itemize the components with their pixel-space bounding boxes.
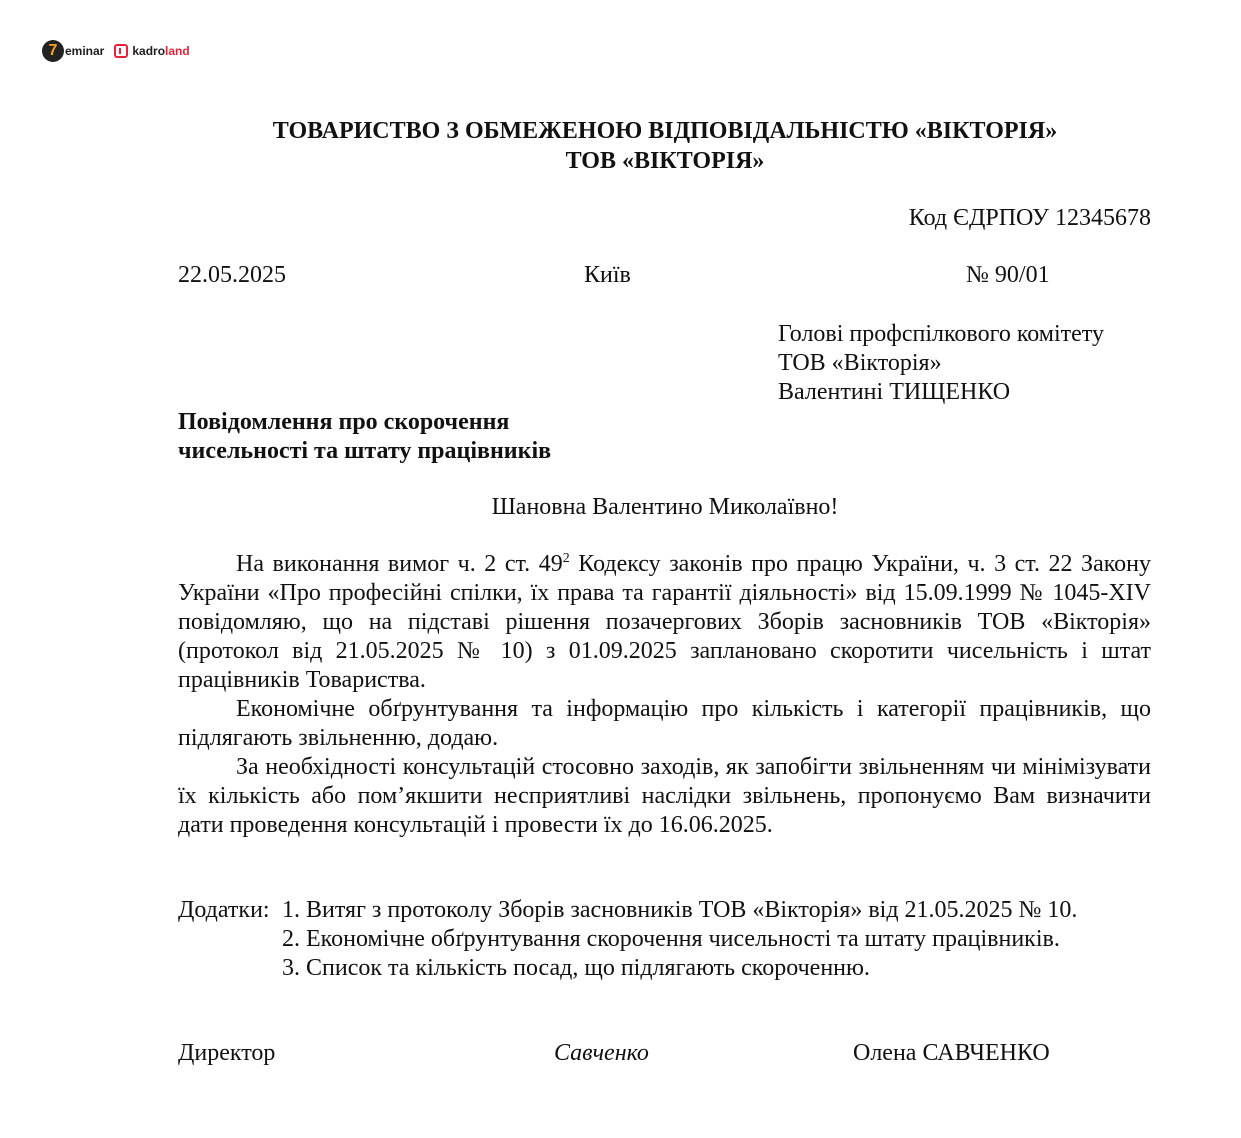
greeting: Шановна Валентино Миколаївно! (491, 494, 839, 520)
attachments-block (178, 896, 1077, 983)
logos (42, 40, 190, 62)
document-date: 22.05.2025 (178, 262, 286, 288)
body-paragraph-1-rest: Кодексу законів про працю України, ч. 3 ст. 22 Закону України «Про професійні спілки, їх права та гарантії діяльності» від 15.09.1999 № 1045-XIV повідомляю, що на підставі рішення позачергових Зборів засновників ТОВ «Вікторія» (протокол від 21.05.2025 № 10) з 01.09.2025 заплановано скоротити чисельність і штат працівників Товариства. (178, 551, 1151, 693)
kadroland-icon (114, 44, 128, 58)
edrpou-code: Код ЄДРПОУ 12345678 (908, 205, 1151, 231)
recipient-line-1: Голові профспілкового комітету (778, 321, 1104, 347)
attachment-item: 2. Економічне обґрунтування скорочення чисельності та штату працівників. (282, 926, 1060, 952)
body-paragraph-2: Економічне обґрунтування та інформацію про кількість і категорії працівників, що підлягають звільненню, додаю. (178, 696, 1151, 751)
seminar-logo-text: eminar (65, 44, 105, 58)
body-paragraph-1 (178, 550, 1151, 695)
attachment-row (178, 925, 1077, 954)
body-paragraph-3: За необхідності консультацій стосовно заходів, як запобігти звільненням чи мінімізувати їх кількість або пом’якшити несприятливі наслідки звільнень, пропонуємо Вам визначити дати проведення консультацій і провести їх до 16.06.2025. (178, 754, 1151, 838)
document-number: № 90/01 (966, 262, 1050, 288)
kadroland-logo (114, 44, 189, 58)
handwritten-signature: Савченко (554, 1040, 649, 1066)
subject-line-2: чисельності та штату працівників (178, 438, 552, 464)
attachment-item: 1. Витяг з протоколу Зборів засновників ТОВ «Вікторія» від 21.05.2025 № 10. (282, 897, 1078, 923)
seminar-logo (42, 40, 104, 62)
organization-name: ТОВАРИСТВО З ОБМЕЖЕНОЮ ВІДПОВІДАЛЬНІСТЮ «ВІКТОРІЯ» (272, 118, 1058, 144)
signatory-name: Олена САВЧЕНКО (853, 1040, 1050, 1066)
kadroland-logo-text-a: kadro (132, 44, 166, 58)
attachments-label: Додатки: (178, 897, 270, 923)
subject-line-1: Повідомлення про скорочення (178, 409, 510, 435)
letter-body (178, 550, 1151, 840)
signatory-role: Директор (178, 1040, 276, 1066)
attachment-row (178, 896, 1077, 925)
recipient-line-3: Валентині ТИЩЕНКО (778, 379, 1011, 405)
seminar-seven-badge: 7 (42, 40, 64, 62)
body-paragraph-1-start: На виконання вимог ч. 2 ст. 49 (236, 551, 563, 577)
organization-short-name: ТОВ «ВІКТОРІЯ» (565, 148, 765, 174)
body-paragraph-1-superscript: 2 (562, 551, 570, 566)
attachment-item: 3. Список та кількість посад, що підлягають скороченню. (282, 955, 870, 981)
document-subject (178, 408, 551, 466)
attachment-row (178, 954, 1077, 983)
recipient-block (778, 320, 1104, 407)
recipient-line-2: ТОВ «Вікторія» (778, 350, 942, 376)
kadroland-logo-text-b: land (165, 44, 190, 58)
document-city: Київ (584, 262, 631, 288)
